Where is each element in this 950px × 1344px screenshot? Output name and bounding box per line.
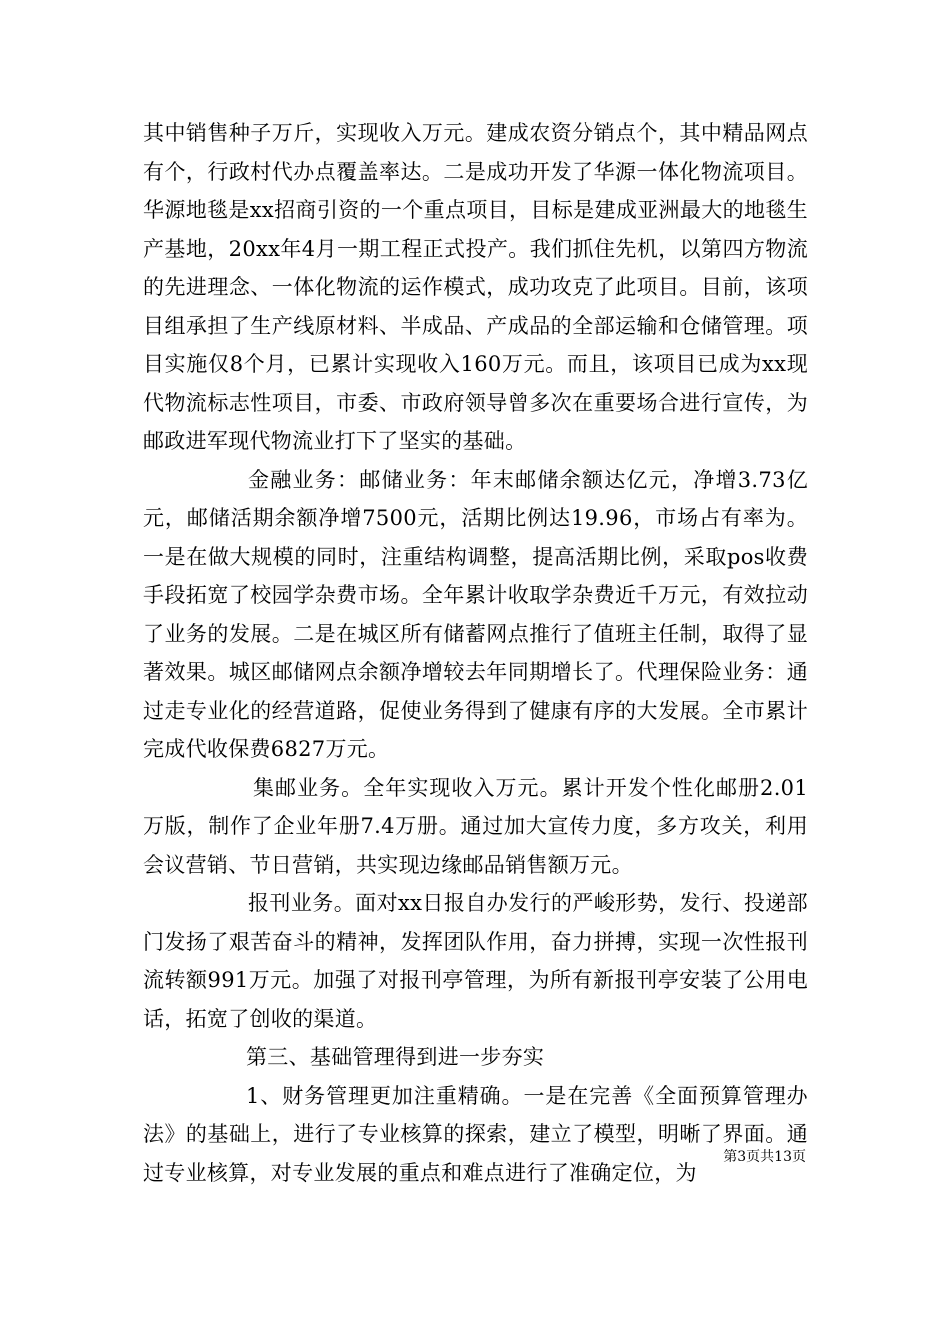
section-heading: 第三、基础管理得到进一步夯实 [246, 1045, 545, 1069]
page-number: 第3页共13页 [723, 1149, 806, 1165]
paragraph-financial-management: 1、财务管理更加注重精确。一是在完善《全面预算管理办法》的基础上，进行了专业核算的探索，建立了模型，明晰了界面。通过专业核算，对专业发展的重点和难点进行了准确定位，为 [143, 1083, 808, 1185]
paragraph-newspaper: 报刊业务。面对xx日报自办发行的严峻形势，发行、投递部门发扬了艰苦奋斗的精神，发挥团队作用，奋力拼搏，实现一次性报刊流转额991万元。加强了对报刊亭管理，为所有新报刊亭安装了公用电话，拓宽了创收的渠道。 [143, 891, 808, 1031]
document-body [143, 114, 808, 1192]
paragraph-logistics: 其中销售种子万斤，实现收入万元。建成农资分销点个，其中精品网点有个，行政村代办点覆盖率达。二是成功开发了华源一体化物流项目。华源地毯是xx招商引资的一个重点项目，目标是建成亚洲最大的地毯生产基地，20xx年4月一期工程正式投产。我们抓住先机，以第四方物流的先进理念、一体化物流的运作模式，成功攻克了此项目。目前，该项目组承担了生产线原材料、半成品、产成品的全部运输和仓储管理。项目实施仅8个月，已累计实现收入160万元。而且，该项目已成为xx现代物流标志性项目，市委、市政府领导曾多次在重要场合进行宣传，为邮政进军现代物流业打下了坚实的基础。 [143, 121, 808, 453]
paragraph-philately: 集邮业务。全年实现收入万元。累计开发个性化邮册2.01万版，制作了企业年册7.4万册。通过加大宣传力度，多方攻关，利用会议营销、节日营销，共实现边缘邮品销售额万元。 [143, 775, 808, 877]
paragraph-finance: 金融业务：邮储业务：年末邮储余额达亿元，净增3.73亿元，邮储活期余额净增7500元，活期比例达19.96，市场占有率为。一是在做大规模的同时，注重结构调整，提高活期比例，采取pos收费手段拓宽了校园学杂费市场。全年累计收取学杂费近千万元，有效拉动了业务的发展。二是在城区所有储蓄网点推行了值班主任制，取得了显著效果。城区邮储网点余额净增较去年同期增长了。代理保险业务：通过走专业化的经营道路，促使业务得到了健康有序的大发展。全市累计完成代收保费6827万元。 [143, 467, 808, 761]
